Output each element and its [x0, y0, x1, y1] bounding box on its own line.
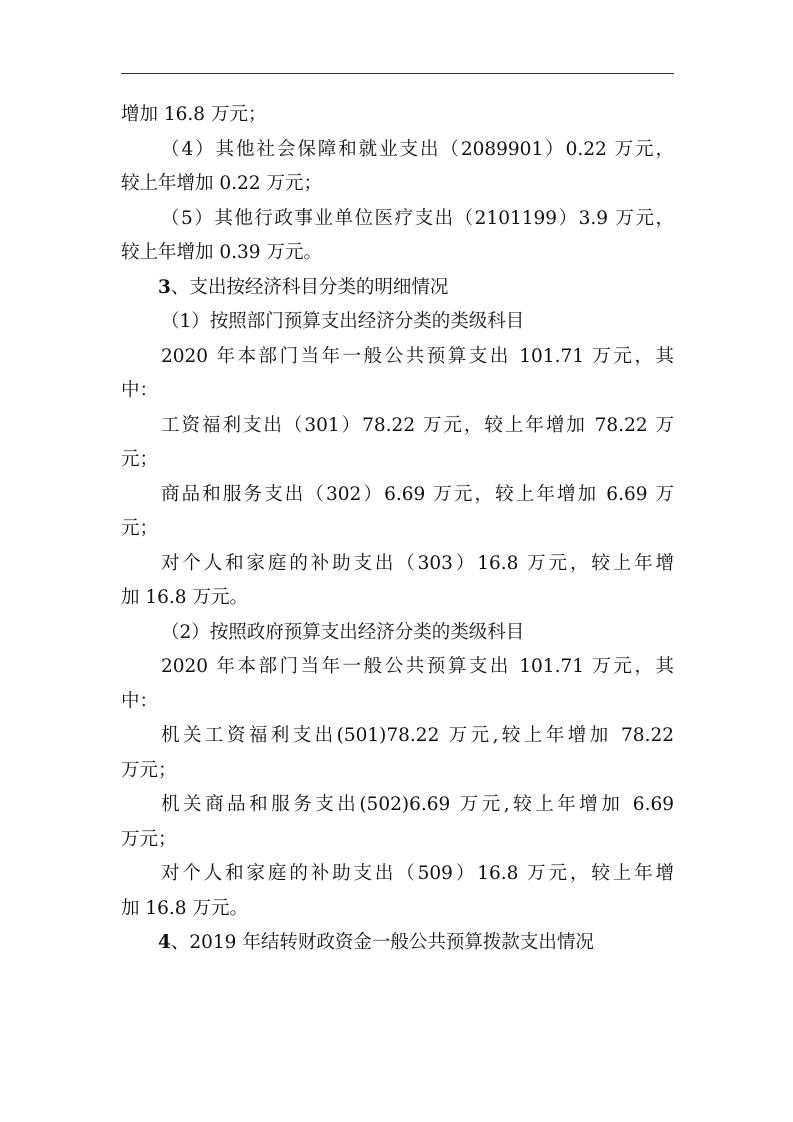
section-heading-3: [121, 271, 674, 306]
header-rule: [121, 73, 674, 74]
text-line: 万元；: [121, 828, 177, 850]
text-line: 商品和服务支出（302）6.69 万元，较上年增加 6.69 万: [161, 483, 674, 505]
document-body: [121, 98, 674, 961]
text-line: 增加 16.8 万元；: [121, 104, 267, 125]
text-line: 2020 年本部门当年一般公共预算支出 101.71 万元，其: [161, 345, 674, 367]
text-line: 较上年增加 0.39 万元。: [121, 242, 322, 263]
text-line: （4）其他社会保障和就业支出（2089901）0.22 万元，: [161, 138, 674, 160]
text-line: 万元；: [121, 759, 177, 781]
text-line: 加 16.8 万元。: [121, 587, 248, 608]
section-number: 4: [158, 932, 171, 953]
text-line: （5）其他行政事业单位医疗支出（2101199）3.9 万元，: [161, 207, 674, 229]
text-line: 机关商品和服务支出(502)6.69 万元,较上年增加 6.69: [161, 794, 674, 815]
section-number: 3: [158, 276, 171, 298]
subsection-heading: （2）按照政府预算支出经济分类的类级科目: [161, 621, 525, 643]
text-line: 中：: [121, 690, 159, 712]
text-line: 元；: [121, 518, 159, 539]
text-line: 2020 年本部门当年一般公共预算支出 101.71 万元，其: [161, 656, 674, 677]
text-line: 较上年增加 0.22 万元；: [121, 173, 322, 194]
text-line: 3、支出按经济科目分类的明细情况: [158, 276, 449, 298]
text-line: 中：: [121, 380, 159, 401]
section-heading-4: 4、2019 年结转财政资金一般公共预算拨款支出情况: [158, 932, 594, 953]
text-line: 元；: [121, 449, 159, 470]
text-line: 工资福利支出（301）78.22 万元，较上年增加 78.22 万: [161, 414, 674, 436]
text-line: 对个人和家庭的补助支出（509）16.8 万元，较上年增: [161, 863, 674, 884]
text-line: 对个人和家庭的补助支出（303）16.8 万元，较上年增: [161, 552, 674, 574]
text-line: 加 16.8 万元。: [121, 897, 248, 919]
text-line: 机关工资福利支出(501)78.22 万元,较上年增加 78.22: [161, 725, 674, 746]
subsection-heading: （1）按照部门预算支出经济分类的类级科目: [161, 311, 525, 332]
